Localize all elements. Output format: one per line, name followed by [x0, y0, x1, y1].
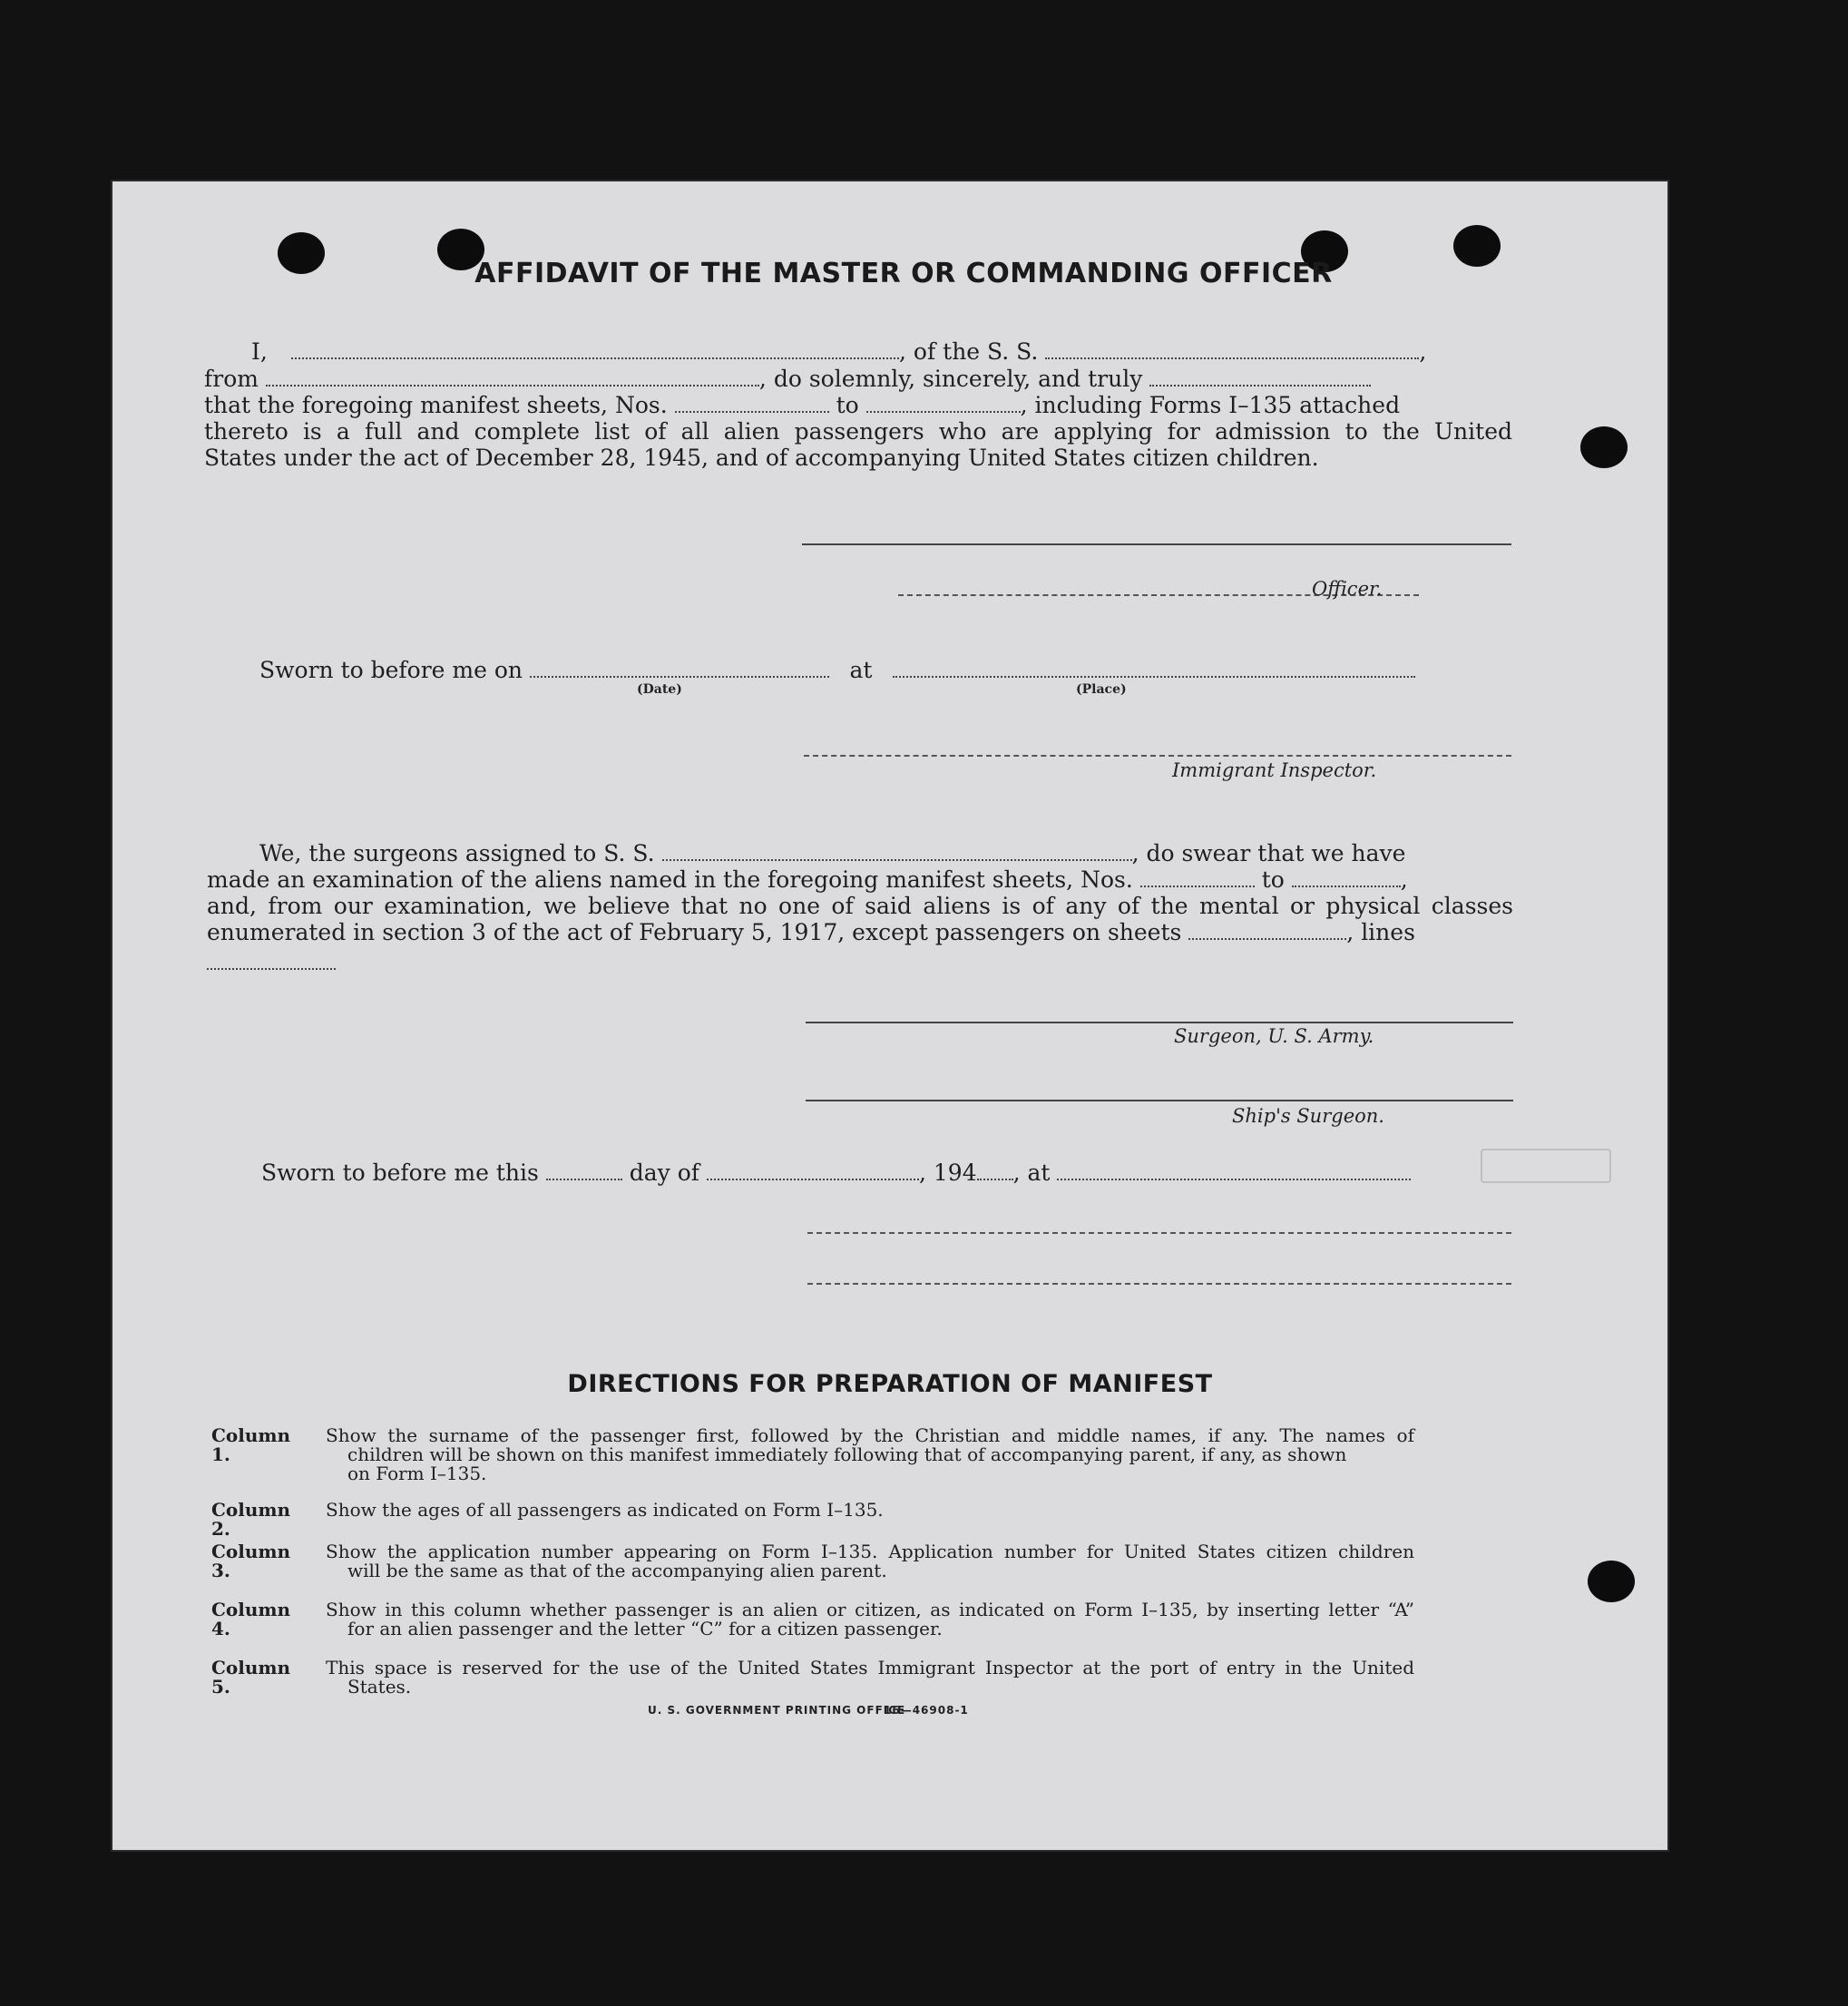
exam-sheets-to-field[interactable] — [1292, 885, 1401, 887]
master-name-field[interactable] — [291, 357, 899, 359]
officer-caption: Officer. — [1312, 578, 1383, 600]
inspector-2-signature-line[interactable] — [807, 1232, 1511, 1234]
place-caption: (Place) — [1076, 682, 1127, 697]
surgeons-ship-field[interactable] — [662, 858, 1132, 861]
surgeons-line-4: enumerated in section 3 of the act of February 5, 1917, except passengers on sheets , lines — [207, 919, 1415, 945]
affidavit-line-5: States under the act of December 28, 1945, and of accompanying United States citizen children. — [204, 445, 1319, 471]
sworn-year-field[interactable] — [977, 1178, 1013, 1180]
surgeons-line-2: made an examination of the aliens named in the foregoing manifest sheets, Nos. to , — [207, 866, 1408, 893]
ships-surgeon-signature-line[interactable] — [806, 1100, 1513, 1101]
exam-sheets-from-field[interactable] — [1140, 885, 1255, 887]
date-caption: (Date) — [637, 682, 682, 697]
surgeons-line-1: We, the surgeons assigned to S. S. , do swear that we have — [259, 840, 1406, 866]
swear-affirm-field[interactable] — [1149, 384, 1371, 387]
sworn-line-2: Sworn to before me this day of , 194 , at — [261, 1160, 1411, 1186]
affidavit-line-1: I, , of the S. S. , — [251, 338, 1427, 365]
punch-hole — [1588, 1561, 1635, 1602]
sworn-date-field[interactable] — [530, 675, 829, 678]
officer-signature-line[interactable] — [802, 543, 1511, 545]
printing-office: U. S. GOVERNMENT PRINTING OFFICE — [648, 1704, 906, 1717]
ship-name-field[interactable] — [1045, 357, 1419, 359]
except-lines-field[interactable] — [207, 967, 336, 970]
surgeons-line-3: and, from our examination, we believe that no one of said aliens is of any of the mental or physical classes — [207, 893, 1513, 919]
punch-hole — [1580, 426, 1628, 468]
inspector-caption: Immigrant Inspector. — [1172, 759, 1377, 781]
army-surgeon-caption: Surgeon, U. S. Army. — [1174, 1025, 1374, 1047]
sworn-place-field[interactable] — [893, 675, 1415, 678]
sheets-from-field[interactable] — [675, 410, 829, 413]
sworn-line-1: Sworn to before me on at — [259, 657, 1415, 683]
sworn-day-field[interactable] — [546, 1178, 622, 1180]
bleed-through-stamp — [1481, 1149, 1611, 1183]
affidavit-line-4: thereto is a full and complete list of all alien passengers who are applying for admission to the United — [204, 418, 1512, 445]
sworn-month-field[interactable] — [707, 1178, 919, 1180]
form-sheet: AFFIDAVIT OF THE MASTER OR COMMANDING OFFICER I, , of the S. S. , from , do solemnly, sincerely, and truly that the foregoing manifest sheets, Nos. to , including Forms I–135 attached thereto is a full and complete list of all alien passengers who are applying for admission to the United States under the act of December 28, 1945, and of accompanying United States citizen children. Officer. Sworn to before me on at (Date) (Place) Immigrant Inspector. We, the surgeons assigned to S. S. , do swear that we have made an examination of the aliens named in the foregoing manifest sheets, Nos. to , and, from our examination, we believe that no one of said aliens is of any of the mental or physical classes enumerated in section 3 of the act of February 5, 1917, except passengers on sheets , lines Surgeon, U. S. Army. Ship's Surgeon. Sworn to before me this day of , 194 , at DIRECTIONS FOR PREPARATION OF MANIFEST Column 1. Show the surname of the passenger first, followed by the Christian and middle names, if any. The names of children will be shown on this manifest immediately following that of accompanying parent, if any, as shown on Form I–135. Column 2. Show the ages of all passengers as indicated on Form I–135. Column 3. Show the application number appearing on Form I–135. Application number for United States citizen children will be the same as that of the accompanying alien parent. Column 4. Show in this column whether passenger is an alien or citizen, as indicated on Form I–135, by inserting letter “A” for an alien passenger and the letter “C” for a citizen passenger. Column 5. This space is reserved for the use of the United States Immigrant Inspector at the port of entry in the United States. U. S. GOVERNMENT PRINTING OFFICE 16—46908-1 — [111, 180, 1669, 1852]
sworn-port-field[interactable] — [1057, 1178, 1411, 1180]
inspector-2-title-line[interactable] — [807, 1283, 1511, 1285]
affidavit-line-2: from , do solemnly, sincerely, and truly — [204, 366, 1512, 392]
form-code: 16—46908-1 — [884, 1704, 969, 1717]
sheets-to-field[interactable] — [866, 410, 1021, 413]
inspector-signature-line[interactable] — [804, 755, 1511, 757]
affidavit-title: AFFIDAVIT OF THE MASTER OR COMMANDING OFFICER — [474, 258, 1333, 289]
affidavit-line-3: that the foregoing manifest sheets, Nos. to , including Forms I–135 attached — [204, 392, 1401, 418]
ships-surgeon-caption: Ship's Surgeon. — [1232, 1105, 1384, 1127]
except-sheets-field[interactable] — [1188, 937, 1346, 940]
army-surgeon-signature-line[interactable] — [806, 1022, 1513, 1023]
from-port-field[interactable] — [266, 384, 759, 387]
directions-title: DIRECTIONS FOR PREPARATION OF MANIFEST — [567, 1370, 1213, 1398]
